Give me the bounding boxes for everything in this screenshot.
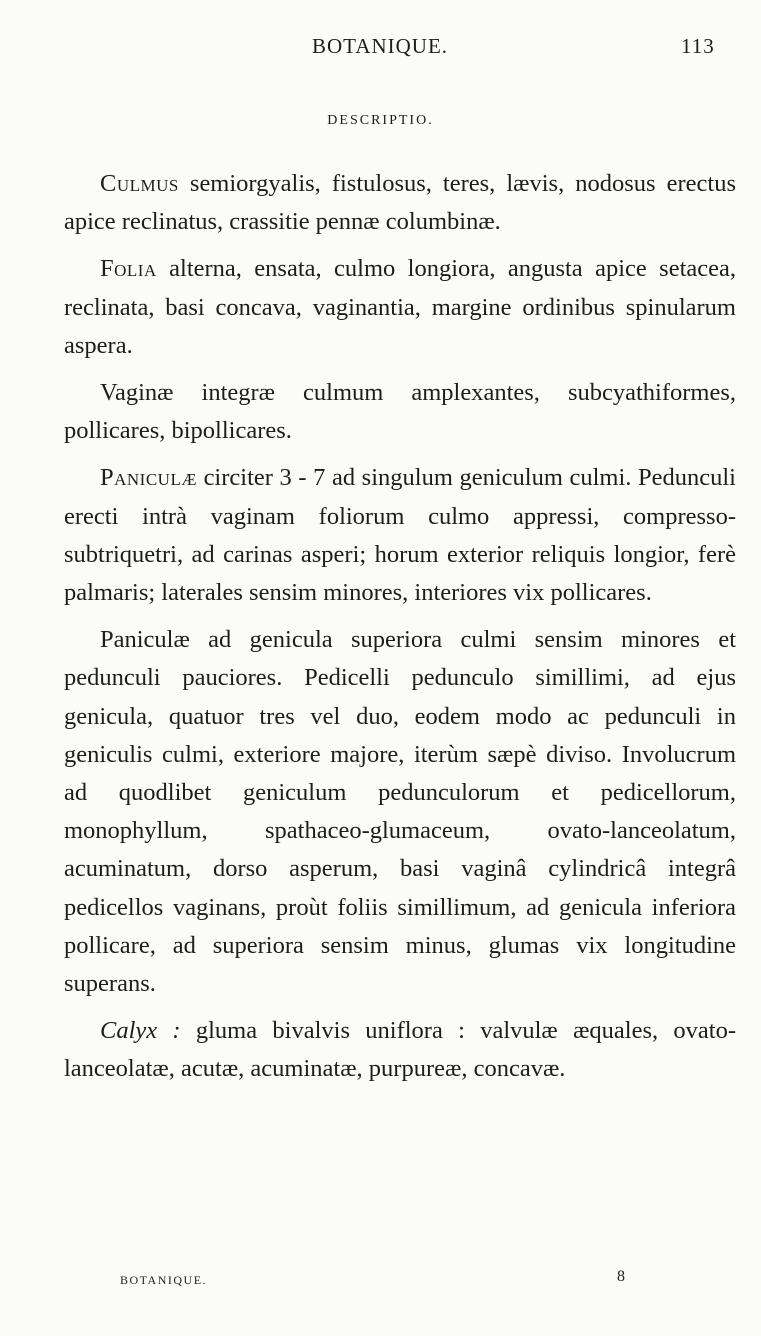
paragraph-vaginae — [64, 374, 736, 450]
sheet-number: 8 — [617, 1268, 625, 1285]
paragraph-calyx — [64, 1012, 736, 1088]
running-title: BOTANIQUE. — [312, 34, 449, 58]
term-folia: Folia — [100, 255, 157, 283]
section-title: DESCRIPTIO. — [327, 113, 434, 128]
paragraph-paniculae-superiora — [64, 621, 736, 1003]
term-calyx: Calyx : — [100, 1017, 181, 1045]
paragraph-folia — [64, 250, 736, 365]
term-paniculae: Paniculæ — [100, 464, 197, 492]
paragraph-calyx-text: gluma bivalvis uniflora : valvulæ æquales, ovato-lanceolatæ, acutæ, acuminatæ, purpureæ, concavæ. — [64, 1017, 736, 1083]
paragraph-folia-text: alterna, ensata, culmo longiora, angusta apice setacea, reclinata, basi concava, vaginantia, margine ordinibus spinularum aspera. — [64, 255, 736, 359]
page-number: 113 — [681, 34, 715, 58]
paragraph-vaginae-text: Vaginæ integræ culmum amplexantes, subcyathiformes, pollicares, bipollicares. — [64, 379, 736, 445]
signature-mark: BOTANIQUE. — [120, 1273, 208, 1287]
paragraph-paniculae-text: circiter 3 - 7 ad singulum geniculum culmi. Pedunculi erecti intrà vaginam foliorum culmo appressi, compresso-subtriquetri, ad carinas asperi; horum exterior reliquis longior, ferè palmaris; laterales sensim minores, interiores vix pollicares. — [64, 464, 736, 607]
paragraph-culmus — [64, 165, 736, 241]
term-culmus: Culmus — [100, 170, 179, 197]
paragraph-culmus-text: semiorgyalis, fistulosus, teres, lævis, nodosus erectus apice reclinatus, crassitie pennæ columbinæ. — [64, 170, 736, 236]
description-body — [64, 165, 736, 1098]
paragraph-paniculae-superiora-text: Paniculæ ad genicula superiora culmi sensim minores et pedunculi pauciores. Pedicelli pedunculo simillimi, ad ejus genicula, quatuor tres vel duo, eodem modo ac pedunculi in geniculis culmi, exteriore majore, iterùm sæpè diviso. Involucrum ad quodlibet geniculum pedunculorum et pedicellorum, monophyllum, spathaceo-glumaceum, ovato-lanceolatum, acuminatum, dorso asperum, basi vaginâ cylindricâ integrâ pedicellos vaginans, proùt foliis simillimum, ad genicula inferiora pollicare, ad superiora sensim minus, glumas vix longitudine superans. — [64, 626, 736, 998]
paragraph-paniculae — [64, 459, 736, 612]
